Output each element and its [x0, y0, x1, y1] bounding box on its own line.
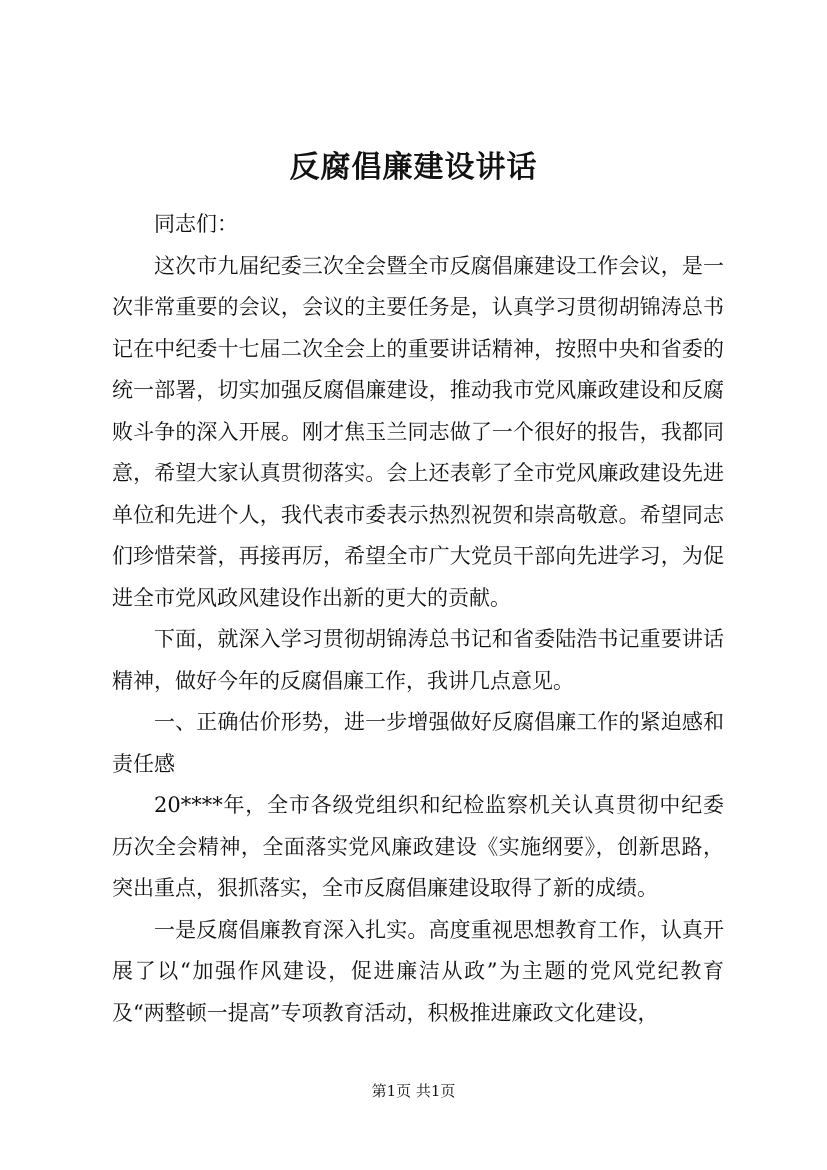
paragraph-achievements: 20****年，全市各级党组织和纪检监察机关认真贯彻中纪委历次全会精神，全面落实党风廉政建设《实施纲要》，创新思路，突出重点，狠抓落实，全市反腐倡廉建设取得了新的成绩。 — [112, 793, 724, 900]
paragraph-intro: 这次市九届纪委三次全会暨全市反腐倡廉建设工作会议，是一次非常重要的会议，会议的主要任务是，认真学习贯彻胡锦涛总书记在中纪委十七届二次全会上的重要讲话精神，按照中央和省委的统一部署，切实加强反腐倡廉建设，推动我市党风廉政建设和反腐败斗争的深入开展。刚才焦玉兰同志做了一个很好的报告，我都同意，希望大家认真贯彻落实。会上还表彰了全市党风廉政建设先进单位和先进个人，我代表市委表示热烈祝贺和崇高敬意。希望同志们珍惜荣誉，再接再厉，希望全市广大党员干部向先进学习，为促进全市党风政风建设作出新的更大的贡献。 — [112, 253, 724, 610]
document-title: 反腐倡廉建设讲话 — [289, 150, 538, 185]
paragraph-salutation: 同志们： — [154, 212, 238, 236]
section-heading-1: 一、正确估价形势，进一步增强做好反腐倡廉工作的紧迫感和责任感 — [112, 710, 724, 776]
paragraph-point-1: 一是反腐倡廉教育深入扎实。高度重视思想教育工作，认真开展了以“加强作风建设，促进廉洁从政”为主题的党风党纪教育及“两整顿一提高”专项教育活动，积极推进廉政文化建设， — [112, 917, 724, 1025]
paragraph-outline: 下面，就深入学习贯彻胡锦涛总书记和省委陆浩书记重要讲话精神，做好今年的反腐倡廉工作，我讲几点意见。 — [112, 627, 724, 693]
document-body — [112, 204, 724, 1034]
page-footer: 第1页 共1页 — [371, 1082, 456, 1100]
